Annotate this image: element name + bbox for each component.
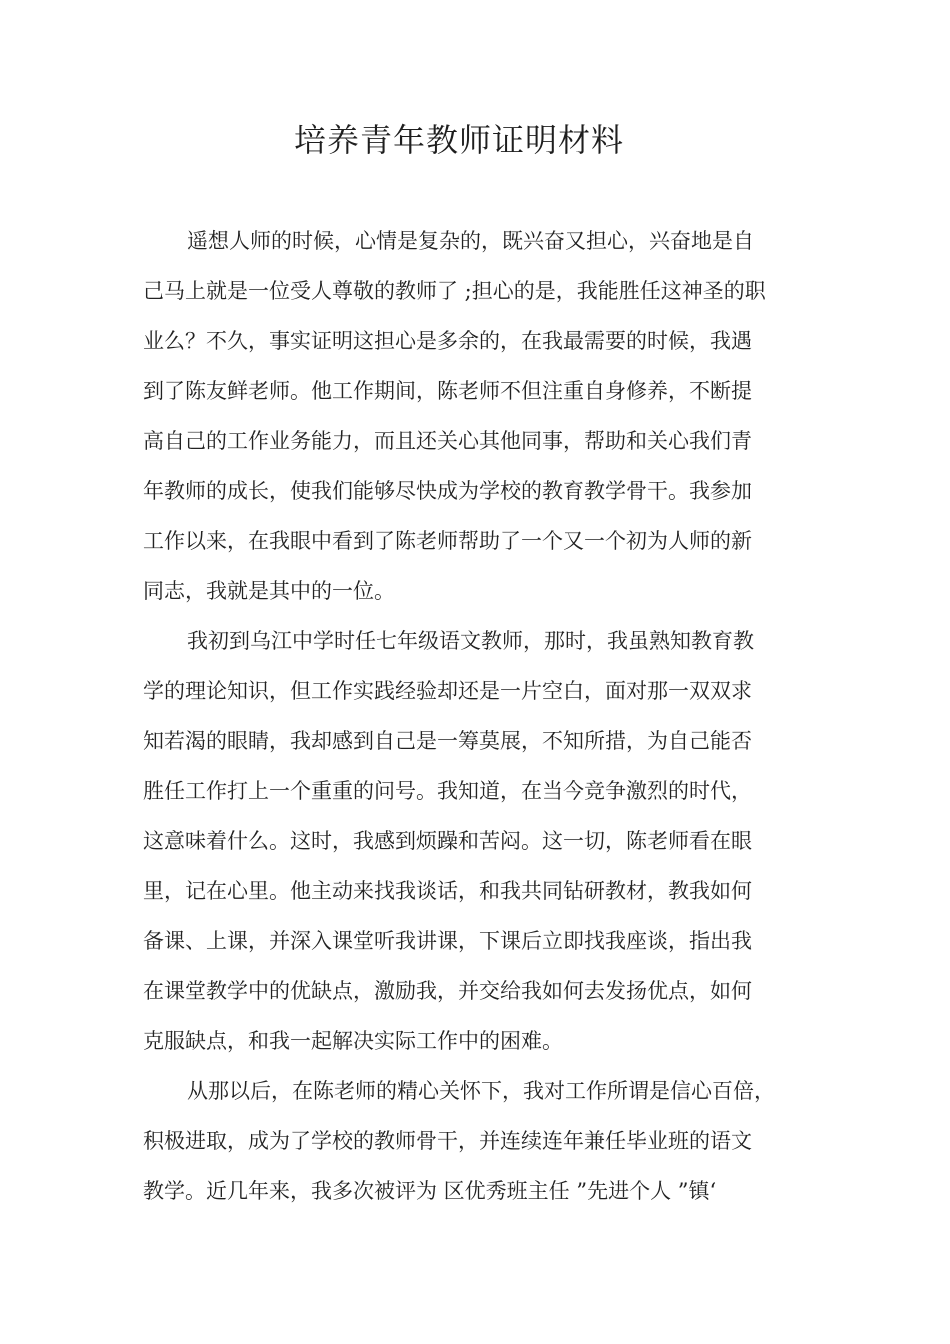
body-line: 克服缺点，和我一起解决实际工作中的困难。	[143, 1029, 563, 1053]
body-line: 里，记在心里。他主动来找我谈话，和我共同钻研教材，教我如何	[143, 879, 752, 903]
body-line: 这意味着什么。这时，我感到烦躁和苦闷。这一切，陈老师看在眼	[143, 829, 752, 853]
body-line: 业么？不久，事实证明这担心是多余的，在我最需要的时候，我遇	[143, 329, 752, 353]
body-line: 学的理论知识，但工作实践经验却还是一片空白，面对那一双双求	[143, 679, 752, 703]
body-line: 我初到乌江中学时任七年级语文教师，那时，我虽熟知教育教	[187, 629, 754, 653]
document-title: 培养青年教师证明材料	[293, 121, 624, 159]
body-line: 在课堂教学中的优缺点，激励我，并交给我如何去发扬优点，如何	[143, 979, 752, 1003]
body-line: 备课、上课，并深入课堂听我讲课，下课后立即找我座谈，指出我	[143, 929, 752, 953]
body-line: 遥想人师的时候，心情是复杂的，既兴奋又担心，兴奋地是自	[187, 229, 754, 253]
document-body	[143, 216, 803, 1216]
body-line: 知若渴的眼睛，我却感到自己是一筹莫展，不知所措，为自己能否	[143, 729, 752, 753]
body-line: 工作以来，在我眼中看到了陈老师帮助了一个又一个初为人师的新	[143, 529, 752, 553]
body-line: 己马上就是一位受人尊敬的教师了 ;担心的是，我能胜任这神圣的职	[143, 279, 766, 303]
body-line: 积极进取，成为了学校的教师骨干，并连续连年兼任毕业班的语文	[143, 1129, 752, 1153]
body-line: 年教师的成长，使我们能够尽快成为学校的教育教学骨干。我参加	[143, 479, 752, 503]
body-line: 高自己的工作业务能力，而且还关心其他同事，帮助和关心我们青	[143, 429, 752, 453]
body-line: 胜任工作打上一个重重的问号。我知道，在当今竞争激烈的时代，	[143, 779, 752, 803]
body-line: 从那以后，在陈老师的精心关怀下，我对工作所谓是信心百倍，	[187, 1079, 775, 1103]
body-line: 教学。近几年来，我多次被评为 区优秀班主任 ”先进个人 ”镇‘	[143, 1179, 717, 1203]
body-line: 到了陈友鲜老师。他工作期间，陈老师不但注重自身修养，不断提	[143, 379, 752, 403]
body-line: 同志，我就是其中的一位。	[143, 579, 395, 603]
